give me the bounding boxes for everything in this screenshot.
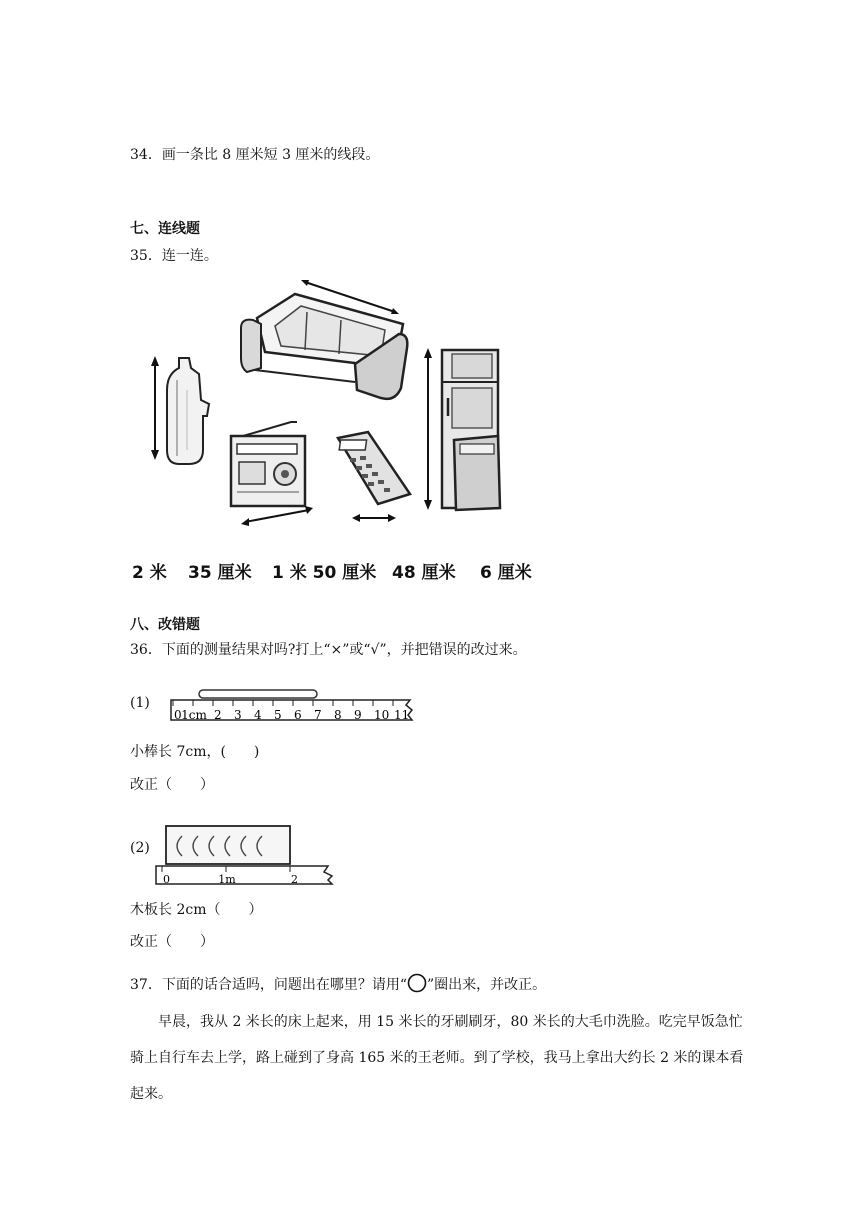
question-37 [130,973,546,995]
ruler-tick-label: 0 [163,873,170,886]
part-2-label: (2) [130,840,150,856]
refrigerator-icon [420,344,510,514]
part-2-correction: 改正（ ） [130,934,214,950]
length-option: 1 米 50 厘米 [272,563,377,583]
ruler-tick-label: 7 [314,708,322,722]
ruler-tick-label: 10 [374,708,390,722]
radio-icon [225,418,315,530]
ruler-tick-label: 6 [294,708,302,722]
length-option: 48 厘米 [392,563,456,583]
ruler-1 [165,686,420,726]
question-37-suffix: ”圈出来，并改正。 [426,977,547,993]
part-1-correction: 改正（ ） [130,777,214,793]
question-35: 35．连一连。 [130,248,218,264]
question-37-prefix: 37．下面的话合适吗，问题出在哪里？请用“ [130,977,407,993]
part-1-label: (1) [130,695,150,711]
length-options [0,558,860,582]
ruler-tick-label: 2 [214,708,222,722]
question-36: 36．下面的测量结果对吗?打上“×”或“√”，并把错误的改过来。 [130,642,527,658]
ruler-tick-label: 1cm [181,708,207,722]
circle-icon [407,973,427,993]
ruler-tick-label: 9 [354,708,362,722]
section-title-7: 七、连线题 [130,221,200,237]
ruler-tick-label: 11 [394,708,410,722]
part-2-statement: 木板长 2cm（ ） [130,902,263,918]
bottle-icon [145,350,220,470]
length-option: 35 厘米 [188,563,252,583]
part-1-statement: 小棒长 7cm，( ) [130,744,260,760]
ruler-tick-label: 8 [334,708,342,722]
section-title-8: 八、改错题 [130,617,200,633]
ruler-2 [152,822,342,888]
question-34: 34．画一条比 8 厘米短 3 厘米的线段。 [130,147,380,163]
ruler-tick-label: 2 [291,873,298,886]
ruler-tick-label: 0 [174,708,182,722]
ruler-tick-label: 5 [274,708,282,722]
sofa-icon [235,278,415,408]
story-paragraph: 早晨，我从 2 米长的床上起来，用 15 米长的牙刷刷牙，80 米长的大毛巾洗脸。吃完早饭急忙骑上自行车去上学，路上碰到了身高 165 米的王老师。到了学校，我马上拿出大约长 2 米的课本看起来。 [130,1014,744,1102]
ruler-tick-label: 1m [218,873,236,886]
length-option: 6 厘米 [480,563,532,583]
ruler-tick-label: 4 [254,708,262,722]
length-option: 2 米 [132,563,167,583]
ruler-tick-label: 3 [234,708,242,722]
calculator-icon [328,430,418,526]
